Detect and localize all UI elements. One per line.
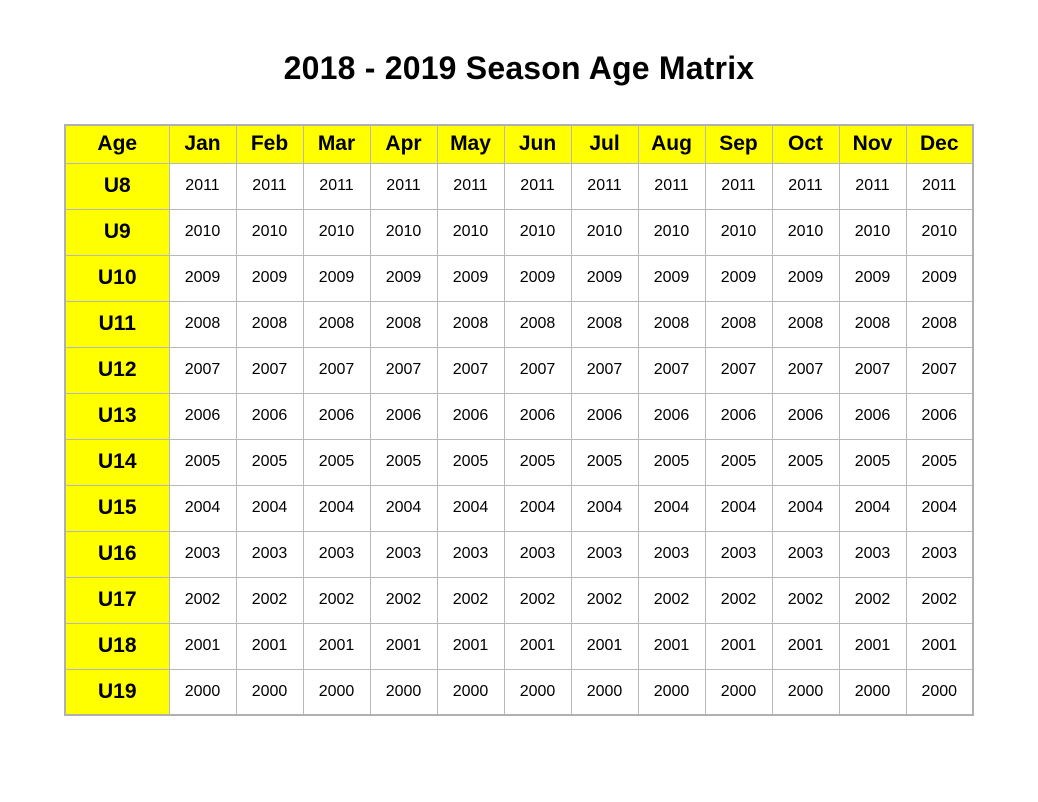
birth-year-cell: 2009 <box>772 255 839 301</box>
birth-year-cell: 2011 <box>236 163 303 209</box>
column-header-age: Age <box>65 125 169 163</box>
birth-year-cell: 2001 <box>638 623 705 669</box>
birth-year-cell: 2002 <box>504 577 571 623</box>
birth-year-cell: 2003 <box>303 531 370 577</box>
row-header-age-group: U15 <box>65 485 169 531</box>
birth-year-cell: 2011 <box>437 163 504 209</box>
table-body <box>65 163 973 715</box>
birth-year-cell: 2002 <box>705 577 772 623</box>
birth-year-cell: 2008 <box>705 301 772 347</box>
birth-year-cell: 2006 <box>169 393 236 439</box>
birth-year-cell: 2006 <box>839 393 906 439</box>
table-row <box>65 577 973 623</box>
birth-year-cell: 2011 <box>638 163 705 209</box>
birth-year-cell: 2009 <box>906 255 973 301</box>
birth-year-cell: 2001 <box>571 623 638 669</box>
birth-year-cell: 2005 <box>906 439 973 485</box>
birth-year-cell: 2008 <box>169 301 236 347</box>
birth-year-cell: 2010 <box>772 209 839 255</box>
birth-year-cell: 2009 <box>437 255 504 301</box>
birth-year-cell: 2006 <box>236 393 303 439</box>
birth-year-cell: 2004 <box>638 485 705 531</box>
birth-year-cell: 2006 <box>638 393 705 439</box>
row-header-age-group: U13 <box>65 393 169 439</box>
birth-year-cell: 2010 <box>169 209 236 255</box>
birth-year-cell: 2000 <box>839 669 906 715</box>
birth-year-cell: 2007 <box>906 347 973 393</box>
table-row <box>65 439 973 485</box>
birth-year-cell: 2001 <box>504 623 571 669</box>
column-header-month: Dec <box>906 125 973 163</box>
birth-year-cell: 2007 <box>772 347 839 393</box>
birth-year-cell: 2008 <box>504 301 571 347</box>
birth-year-cell: 2003 <box>370 531 437 577</box>
birth-year-cell: 2003 <box>236 531 303 577</box>
row-header-age-group: U12 <box>65 347 169 393</box>
birth-year-cell: 2007 <box>370 347 437 393</box>
birth-year-cell: 2000 <box>504 669 571 715</box>
birth-year-cell: 2004 <box>303 485 370 531</box>
birth-year-cell: 2000 <box>303 669 370 715</box>
row-header-age-group: U16 <box>65 531 169 577</box>
birth-year-cell: 2003 <box>705 531 772 577</box>
table-row <box>65 623 973 669</box>
birth-year-cell: 2008 <box>638 301 705 347</box>
birth-year-cell: 2000 <box>437 669 504 715</box>
birth-year-cell: 2010 <box>839 209 906 255</box>
birth-year-cell: 2005 <box>772 439 839 485</box>
row-header-age-group: U18 <box>65 623 169 669</box>
birth-year-cell: 2010 <box>236 209 303 255</box>
column-header-month: Apr <box>370 125 437 163</box>
birth-year-cell: 2002 <box>236 577 303 623</box>
birth-year-cell: 2008 <box>437 301 504 347</box>
birth-year-cell: 2006 <box>370 393 437 439</box>
birth-year-cell: 2007 <box>437 347 504 393</box>
birth-year-cell: 2005 <box>638 439 705 485</box>
birth-year-cell: 2007 <box>571 347 638 393</box>
birth-year-cell: 2011 <box>906 163 973 209</box>
page-title: 2018 - 2019 Season Age Matrix <box>283 50 755 86</box>
row-header-age-group: U10 <box>65 255 169 301</box>
column-header-month: Mar <box>303 125 370 163</box>
birth-year-cell: 2003 <box>906 531 973 577</box>
birth-year-cell: 2010 <box>638 209 705 255</box>
birth-year-cell: 2009 <box>571 255 638 301</box>
header-row <box>65 125 973 163</box>
column-header-month: Feb <box>236 125 303 163</box>
birth-year-cell: 2008 <box>571 301 638 347</box>
birth-year-cell: 2011 <box>504 163 571 209</box>
birth-year-cell: 2003 <box>638 531 705 577</box>
birth-year-cell: 2004 <box>437 485 504 531</box>
birth-year-cell: 2007 <box>504 347 571 393</box>
birth-year-cell: 2002 <box>839 577 906 623</box>
birth-year-cell: 2011 <box>571 163 638 209</box>
birth-year-cell: 2005 <box>303 439 370 485</box>
birth-year-cell: 2008 <box>839 301 906 347</box>
birth-year-cell: 2002 <box>303 577 370 623</box>
birth-year-cell: 2007 <box>705 347 772 393</box>
birth-year-cell: 2011 <box>705 163 772 209</box>
birth-year-cell: 2000 <box>772 669 839 715</box>
birth-year-cell: 2002 <box>370 577 437 623</box>
birth-year-cell: 2009 <box>638 255 705 301</box>
birth-year-cell: 2006 <box>437 393 504 439</box>
birth-year-cell: 2010 <box>906 209 973 255</box>
birth-year-cell: 2002 <box>772 577 839 623</box>
birth-year-cell: 2006 <box>772 393 839 439</box>
column-header-month: May <box>437 125 504 163</box>
birth-year-cell: 2003 <box>571 531 638 577</box>
column-header-month: Sep <box>705 125 772 163</box>
birth-year-cell: 2005 <box>705 439 772 485</box>
birth-year-cell: 2000 <box>370 669 437 715</box>
birth-year-cell: 2006 <box>705 393 772 439</box>
column-header-month: Oct <box>772 125 839 163</box>
birth-year-cell: 2002 <box>437 577 504 623</box>
age-matrix-table <box>64 124 974 716</box>
birth-year-cell: 2009 <box>370 255 437 301</box>
birth-year-cell: 2009 <box>705 255 772 301</box>
birth-year-cell: 2005 <box>839 439 906 485</box>
birth-year-cell: 2009 <box>169 255 236 301</box>
birth-year-cell: 2004 <box>705 485 772 531</box>
birth-year-cell: 2010 <box>437 209 504 255</box>
birth-year-cell: 2008 <box>906 301 973 347</box>
birth-year-cell: 2004 <box>236 485 303 531</box>
table-row <box>65 209 973 255</box>
birth-year-cell: 2008 <box>370 301 437 347</box>
birth-year-cell: 2004 <box>906 485 973 531</box>
birth-year-cell: 2007 <box>638 347 705 393</box>
birth-year-cell: 2007 <box>303 347 370 393</box>
birth-year-cell: 2005 <box>370 439 437 485</box>
birth-year-cell: 2005 <box>571 439 638 485</box>
table-row <box>65 669 973 715</box>
table-row <box>65 485 973 531</box>
birth-year-cell: 2007 <box>169 347 236 393</box>
column-header-month: Nov <box>839 125 906 163</box>
birth-year-cell: 2005 <box>504 439 571 485</box>
birth-year-cell: 2010 <box>504 209 571 255</box>
birth-year-cell: 2000 <box>169 669 236 715</box>
birth-year-cell: 2006 <box>504 393 571 439</box>
row-header-age-group: U14 <box>65 439 169 485</box>
birth-year-cell: 2010 <box>370 209 437 255</box>
birth-year-cell: 2006 <box>571 393 638 439</box>
birth-year-cell: 2000 <box>236 669 303 715</box>
birth-year-cell: 2004 <box>169 485 236 531</box>
birth-year-cell: 2002 <box>638 577 705 623</box>
birth-year-cell: 2009 <box>504 255 571 301</box>
birth-year-cell: 2003 <box>437 531 504 577</box>
birth-year-cell: 2009 <box>839 255 906 301</box>
birth-year-cell: 2000 <box>906 669 973 715</box>
birth-year-cell: 2004 <box>504 485 571 531</box>
row-header-age-group: U11 <box>65 301 169 347</box>
birth-year-cell: 2001 <box>437 623 504 669</box>
birth-year-cell: 2004 <box>370 485 437 531</box>
birth-year-cell: 2011 <box>370 163 437 209</box>
birth-year-cell: 2004 <box>772 485 839 531</box>
birth-year-cell: 2001 <box>236 623 303 669</box>
birth-year-cell: 2002 <box>906 577 973 623</box>
birth-year-cell: 2008 <box>303 301 370 347</box>
birth-year-cell: 2010 <box>571 209 638 255</box>
birth-year-cell: 2010 <box>303 209 370 255</box>
birth-year-cell: 2011 <box>839 163 906 209</box>
birth-year-cell: 2004 <box>839 485 906 531</box>
birth-year-cell: 2011 <box>303 163 370 209</box>
birth-year-cell: 2004 <box>571 485 638 531</box>
table-row <box>65 347 973 393</box>
column-header-month: Aug <box>638 125 705 163</box>
birth-year-cell: 2001 <box>839 623 906 669</box>
table-row <box>65 301 973 347</box>
birth-year-cell: 2005 <box>169 439 236 485</box>
birth-year-cell: 2001 <box>370 623 437 669</box>
birth-year-cell: 2001 <box>303 623 370 669</box>
row-header-age-group: U9 <box>65 209 169 255</box>
birth-year-cell: 2007 <box>236 347 303 393</box>
table-row <box>65 393 973 439</box>
birth-year-cell: 2007 <box>839 347 906 393</box>
birth-year-cell: 2008 <box>236 301 303 347</box>
birth-year-cell: 2002 <box>571 577 638 623</box>
row-header-age-group: U8 <box>65 163 169 209</box>
birth-year-cell: 2009 <box>236 255 303 301</box>
row-header-age-group: U19 <box>65 669 169 715</box>
birth-year-cell: 2000 <box>571 669 638 715</box>
birth-year-cell: 2011 <box>772 163 839 209</box>
column-header-month: Jun <box>504 125 571 163</box>
birth-year-cell: 2009 <box>303 255 370 301</box>
birth-year-cell: 2002 <box>169 577 236 623</box>
birth-year-cell: 2003 <box>772 531 839 577</box>
birth-year-cell: 2003 <box>169 531 236 577</box>
birth-year-cell: 2001 <box>169 623 236 669</box>
birth-year-cell: 2008 <box>772 301 839 347</box>
birth-year-cell: 2001 <box>906 623 973 669</box>
birth-year-cell: 2006 <box>303 393 370 439</box>
table-row <box>65 255 973 301</box>
age-matrix-container <box>0 124 1038 716</box>
column-header-month: Jan <box>169 125 236 163</box>
birth-year-cell: 2006 <box>906 393 973 439</box>
row-header-age-group: U17 <box>65 577 169 623</box>
birth-year-cell: 2003 <box>839 531 906 577</box>
birth-year-cell: 2005 <box>437 439 504 485</box>
birth-year-cell: 2003 <box>504 531 571 577</box>
table-row <box>65 531 973 577</box>
birth-year-cell: 2010 <box>705 209 772 255</box>
birth-year-cell: 2000 <box>705 669 772 715</box>
birth-year-cell: 2001 <box>772 623 839 669</box>
birth-year-cell: 2000 <box>638 669 705 715</box>
birth-year-cell: 2011 <box>169 163 236 209</box>
table-header <box>65 125 973 163</box>
birth-year-cell: 2001 <box>705 623 772 669</box>
column-header-month: Jul <box>571 125 638 163</box>
birth-year-cell: 2005 <box>236 439 303 485</box>
table-row <box>65 163 973 209</box>
